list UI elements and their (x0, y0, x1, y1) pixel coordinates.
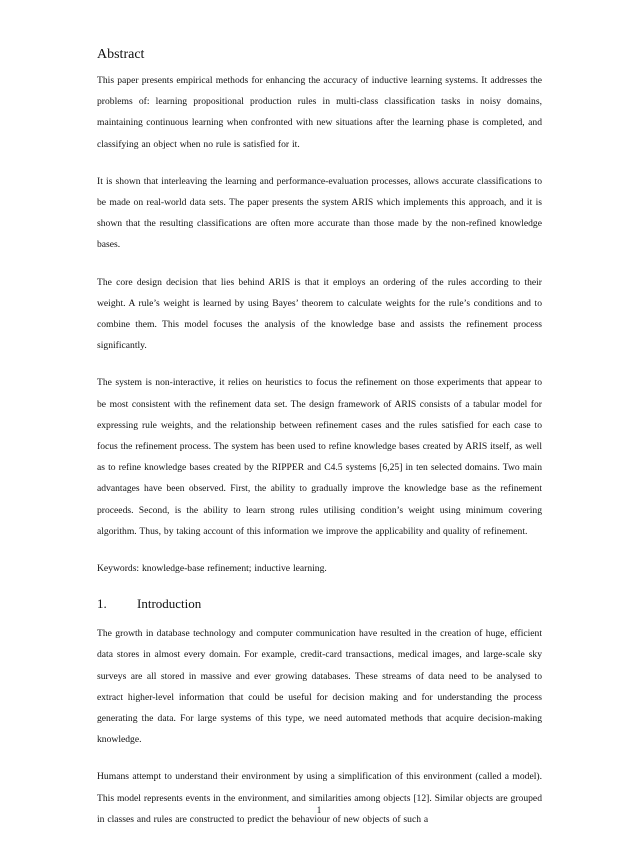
abstract-paragraph-1: This paper presents empirical methods for enhancing the accuracy of inductive learning systems. It addresses the problems of: learning propositional production rules in multi-class classification tasks in noisy domains, maintaining continuous learning when confronted with new situations after the learning phase is completed, and classifying an object when no rule is satisfied for it. (97, 75, 542, 150)
abstract-paragraph-3: The core design decision that lies behind ARIS is that it employs an ordering of the rules according to their weight. A rule’s weight is learned by using Bayes’ theorem to calculate weights for the rule’s conditions and to combine them. This model focuses the analysis of the knowledge base and assists the refinement process significantly. (97, 276, 542, 352)
page-number: 1 (316, 805, 322, 815)
introduction-heading (97, 595, 542, 613)
abstract-paragraph-2: It is shown that interleaving the learning and performance-evaluation processes, allows accurate classifications to be made on real-world data sets. The paper presents the system ARIS which implements this approach, and it is shown that the resulting classifications are often more accurate than those made by the non-refined knowledge bases. (97, 175, 542, 251)
abstract-heading: Abstract (97, 47, 145, 62)
section-number: 1. (97, 596, 107, 612)
keywords-line: Keywords: knowledge-base refinement; inductive learning. (97, 563, 327, 575)
abstract-paragraph-4: The system is non-interactive, it relies on heuristics to focus the refinement on those experiments that appear to be most consistent with the refinement data set. The design framework of ARIS consists of a tabular model for expressing rule weights, and the relationship between refinement cases and the rules satisfied for each case to focus the refinement process. The system has been used to refine knowledge bases created by ARIS itself, as well as to refine knowledge bases created by the RIPPER and C4.5 systems [6,25] in ten selected domains. Two main advantages have been observed. First, the ability to gradually improve the knowledge base as the refinement proceeds. Second, is the ability to learn strong rules utilising condition’s weight using minimum covering algorithm. Thus, by taking account of this information we improve the applicability and quality of refinement. (97, 377, 542, 537)
page-content (97, 46, 542, 846)
introduction-paragraph-2: Humans attempt to understand their environment by using a simplification of this environment (called a model). This model represents events in the environment, and similarities among objects [12]. Similar objects are grouped in classes and rules are constructed to predict the behaviour of new objects of such a (97, 771, 542, 825)
introduction-paragraph-1: The growth in database technology and computer communication have resulted in the creation of huge, efficient data stores in almost every domain. For example, credit-card transactions, medical images, and large-scale sky surveys are all stored in massive and ever growing databases. These streams of data need to be analysed to extract higher-level information that could be useful for decision making and for understanding the process generating the data. For large systems of this type, we need automated methods that acquire decision-making knowledge. (97, 628, 542, 746)
section-title: Introduction (137, 596, 202, 612)
